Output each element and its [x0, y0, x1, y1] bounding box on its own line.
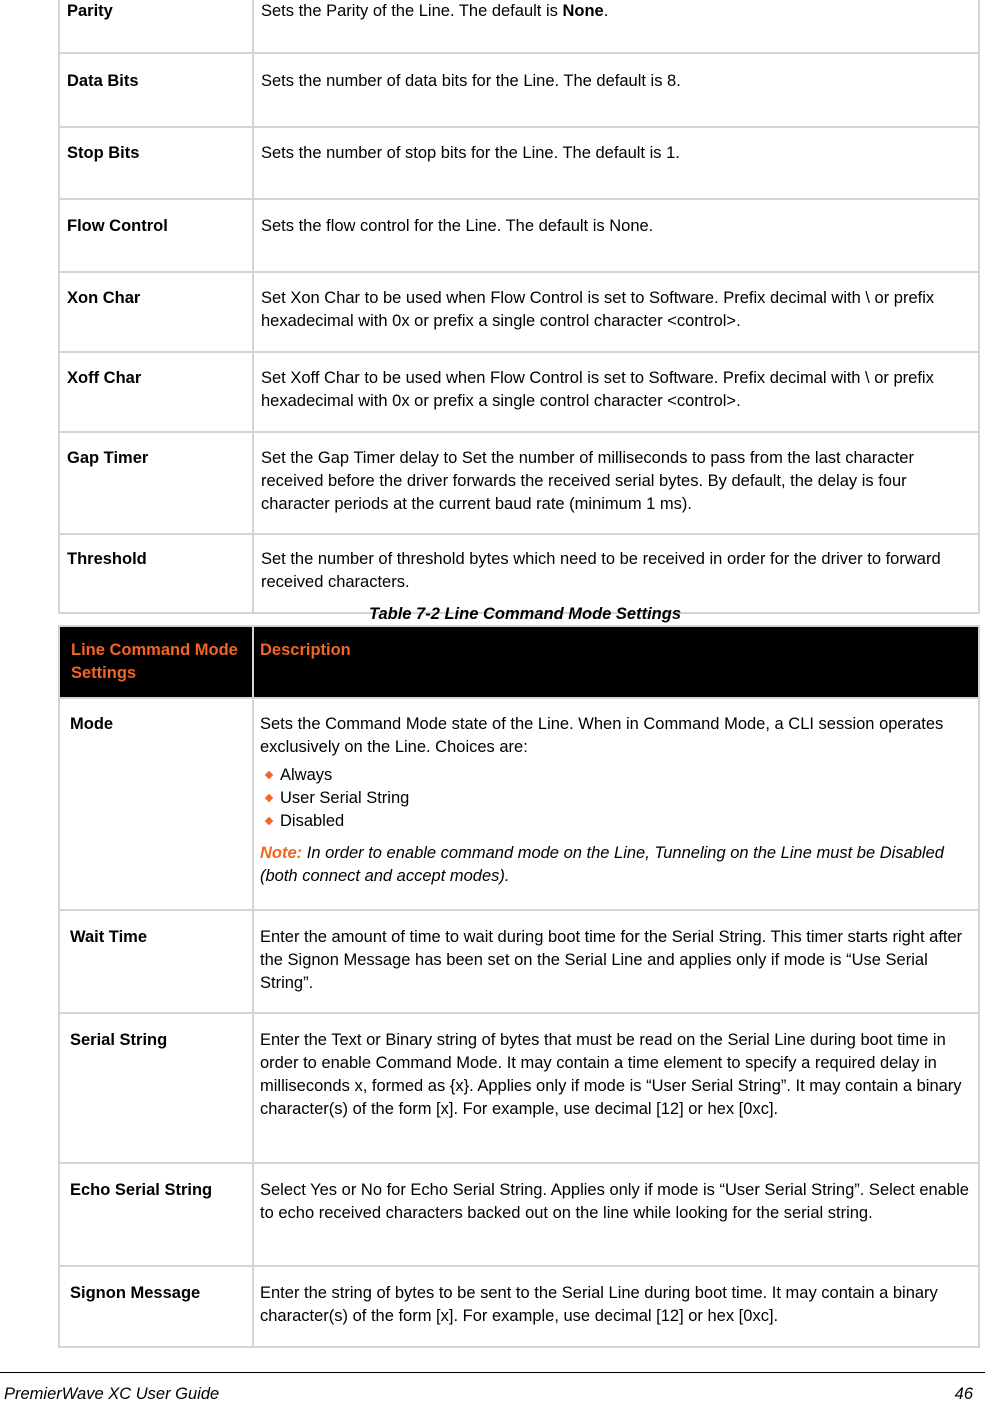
setting-description	[253, 698, 979, 910]
setting-description: Set Xoff Char to be used when Flow Control is set to Software. Prefix decimal with \ or prefix hexadecimal with 0x or prefix a single control character <control>.	[253, 352, 979, 432]
setting-name: Mode	[59, 698, 253, 910]
page-number: 46	[954, 1385, 973, 1403]
setting-name: Wait Time	[59, 910, 253, 1013]
table-row	[59, 910, 979, 1013]
setting-description: Sets the number of data bits for the Line. The default is 8.	[253, 53, 979, 127]
footer-title: PremierWave XC User Guide	[4, 1385, 220, 1403]
column-header-settings: Line Command Mode Settings	[59, 626, 253, 698]
choice-label: Always	[280, 766, 333, 784]
setting-description: Enter the amount of time to wait during boot time for the Serial String. This timer starts right after the Signon Message has been set on the Serial Line and applies only if mode is “Use Serial String”.	[253, 910, 979, 1013]
table-row	[59, 1013, 979, 1163]
mode-description: Sets the Command Mode state of the Line. When in Command Mode, a CLI session operates exclusively on the Line. Choices are:	[260, 715, 944, 756]
table-row	[59, 432, 979, 534]
setting-name: Threshold	[59, 534, 253, 613]
diamond-bullet-icon	[265, 817, 273, 825]
setting-description: Set the number of threshold bytes which need to be received in order for the driver to forward received characters.	[253, 534, 979, 613]
setting-name: Serial String	[59, 1013, 253, 1163]
column-header-description: Description	[253, 626, 979, 698]
setting-name: Xoff Char	[59, 352, 253, 432]
table-caption: Table 7-2 Line Command Mode Settings	[368, 605, 681, 623]
setting-name: Flow Control	[59, 199, 253, 272]
table-row	[59, 127, 979, 199]
footer-divider	[0, 1372, 985, 1373]
line-command-mode-table	[58, 625, 980, 1348]
setting-name: Parity	[59, 0, 253, 53]
setting-description: Enter the Text or Binary string of bytes that must be read on the Serial Line during boot time in order to enable Command Mode. It may contain a time element to specify a required delay in milliseconds x, formed as {x}. Applies only if mode is “User Serial String”. It may contain a binary character(s) of the form [x]. For example, use decimal [12] or hex [0xc].	[253, 1013, 979, 1163]
table-row	[59, 352, 979, 432]
table-row	[59, 534, 979, 613]
table-row	[59, 698, 979, 910]
setting-description: Sets the number of stop bits for the Line. The default is 1.	[253, 127, 979, 199]
list-item	[260, 787, 972, 810]
setting-description: Set Xon Char to be used when Flow Control is set to Software. Prefix decimal with \ or prefix hexadecimal with 0x or prefix a single control character <control>.	[253, 272, 979, 352]
setting-description: Set the Gap Timer delay to Set the number of milliseconds to pass from the last character received before the driver forwards the received serial bytes. By default, the delay is four character periods at the current baud rate (minimum 1 ms).	[253, 432, 979, 534]
note	[260, 842, 972, 888]
choice-label: User Serial String	[280, 789, 410, 807]
setting-name: Data Bits	[59, 53, 253, 127]
setting-name: Signon Message	[59, 1266, 253, 1347]
setting-name: Stop Bits	[59, 127, 253, 199]
setting-name: Xon Char	[59, 272, 253, 352]
table-row	[59, 1266, 979, 1347]
table-row	[59, 0, 979, 53]
setting-description: Enter the string of bytes to be sent to the Serial Line during boot time. It may contain a binary character(s) of the form [x]. For example, use decimal [12] or hex [0xc].	[253, 1266, 979, 1347]
setting-name: Echo Serial String	[59, 1163, 253, 1266]
note-text: In order to enable command mode on the Line, Tunneling on the Line must be Disabled (both connect and accept modes).	[260, 844, 944, 885]
list-item	[260, 764, 972, 787]
note-label: Note:	[260, 844, 303, 862]
list-item	[260, 810, 972, 833]
choice-label: Disabled	[280, 812, 345, 830]
desc-text: Sets the Parity of the Line. The default is	[261, 2, 563, 20]
default-value: None	[562, 2, 604, 20]
setting-name: Gap Timer	[59, 432, 253, 534]
setting-description: Select Yes or No for Echo Serial String. Applies only if mode is “User Serial String”. Select enable to echo received characters backed out on the line while looking for the serial string.	[253, 1163, 979, 1266]
table-row	[59, 1163, 979, 1266]
setting-description: Sets the flow control for the Line. The default is None.	[253, 199, 979, 272]
setting-description	[253, 0, 979, 53]
table-row	[59, 199, 979, 272]
choices-list	[260, 764, 972, 833]
line-settings-table	[58, 0, 980, 614]
diamond-bullet-icon	[265, 771, 273, 779]
table-row	[59, 272, 979, 352]
table-row	[59, 53, 979, 127]
table-header-row	[59, 626, 979, 698]
diamond-bullet-icon	[265, 794, 273, 802]
desc-text-end: .	[603, 2, 609, 20]
